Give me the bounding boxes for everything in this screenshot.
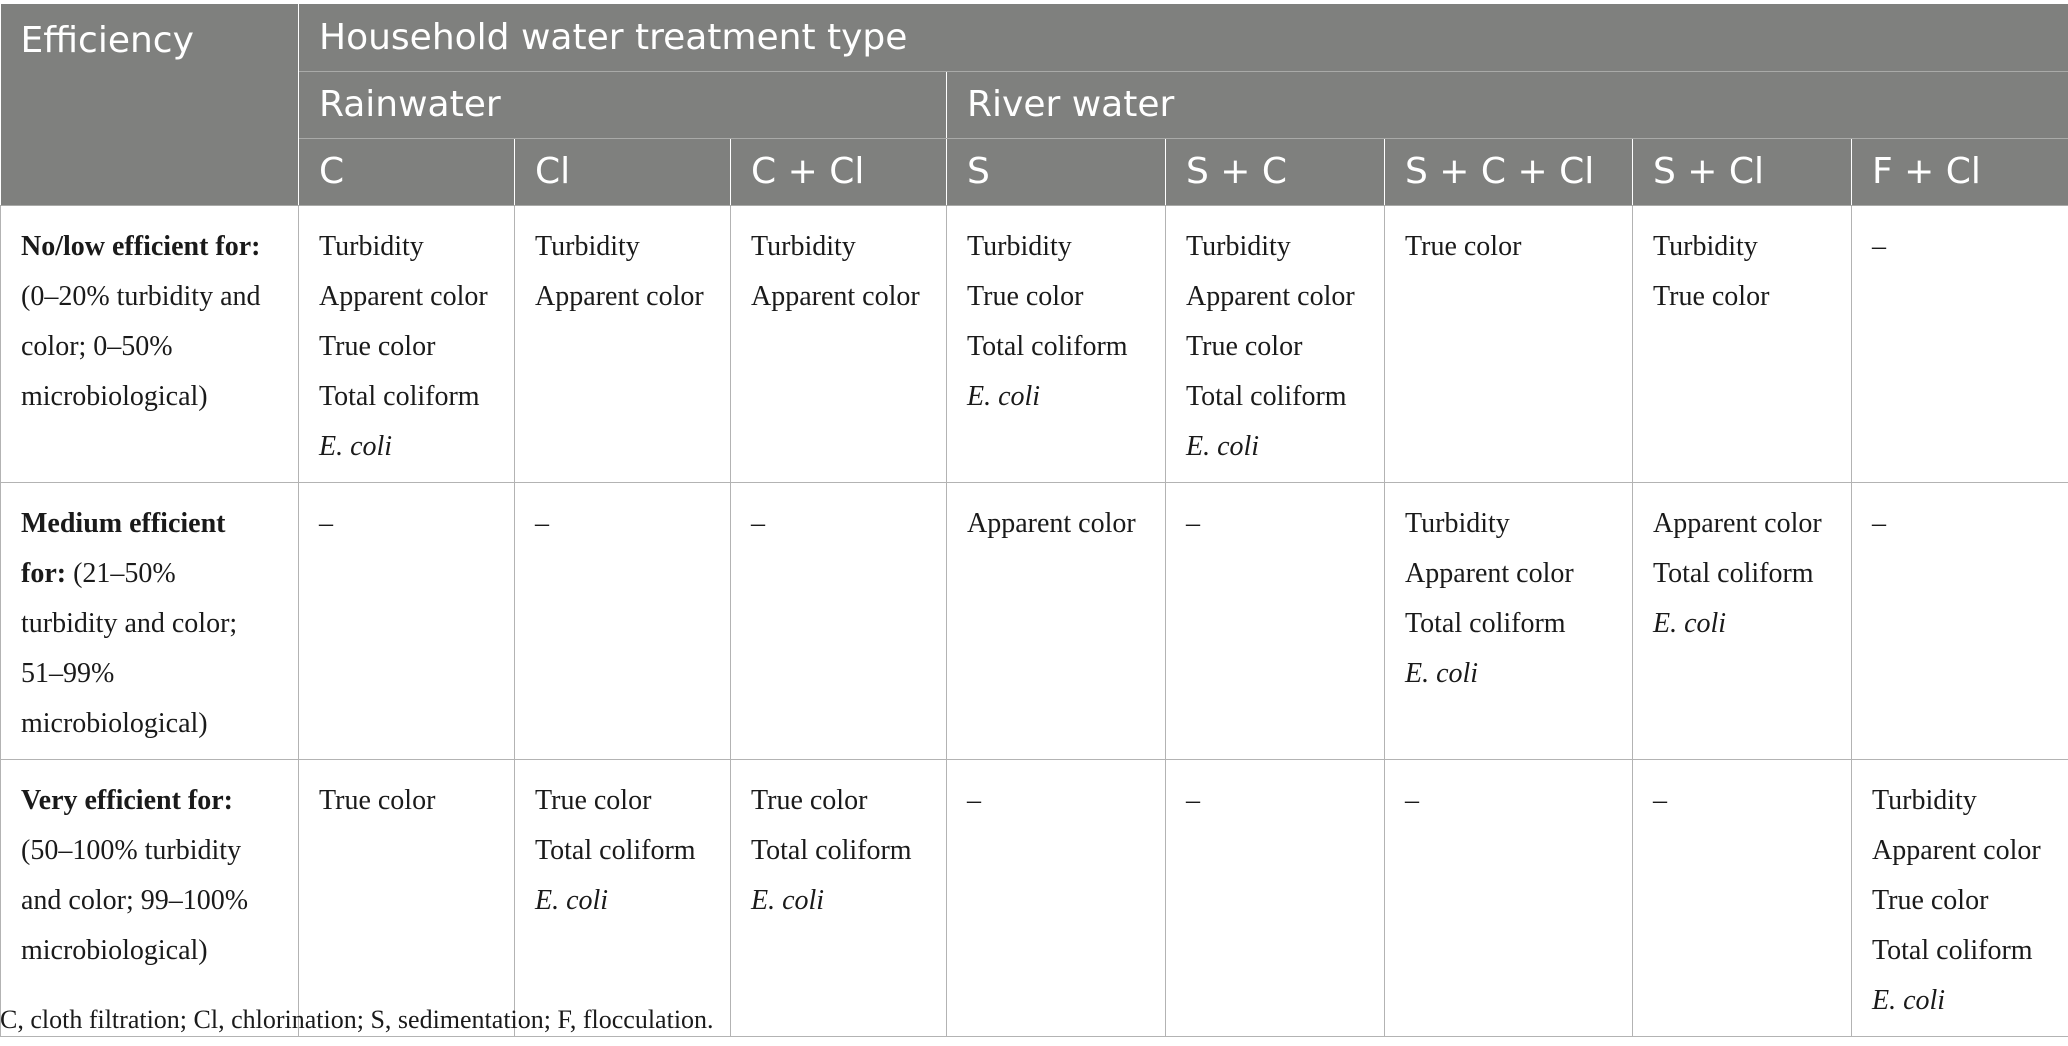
efficiency-table-container	[0, 4, 2068, 1037]
table-footnote: C, cloth filtration; Cl, chlorination; S, sedimentation; F, flocculation.	[0, 1005, 714, 1034]
table-cell	[1852, 759, 2068, 1036]
cell-item: Total coliform	[1405, 607, 1566, 639]
cell-item: True color	[1653, 280, 1770, 312]
cell-item: Total coliform	[967, 330, 1128, 362]
row-label-bold: Very efficient for:	[21, 784, 233, 816]
cell-item: –	[535, 507, 549, 539]
cell-item: True color	[319, 330, 436, 362]
table-cell	[1166, 482, 1385, 759]
header-treatment-type: Household water treatment type	[299, 4, 2068, 71]
table-cell	[515, 482, 731, 759]
row-no-low-efficient	[1, 205, 2068, 482]
table-cell	[1166, 759, 1385, 1036]
efficiency-table	[0, 4, 2068, 1037]
header-col-s-c-cl: S + C + Cl	[1385, 138, 1633, 205]
cell-item: True color	[535, 784, 652, 816]
row-label-bold: Medium efficient	[21, 507, 226, 539]
cell-item: Turbidity	[967, 230, 1072, 262]
cell-item: Total coliform	[1653, 557, 1814, 589]
cell-item: –	[319, 507, 333, 539]
table-cell	[731, 205, 947, 482]
table-cell	[299, 205, 515, 482]
cell-item: Turbidity	[319, 230, 424, 262]
cell-item: True color	[1186, 330, 1303, 362]
cell-item: Turbidity	[1405, 507, 1510, 539]
row-label: No/low efficient for: (0–20% turbidity and color; 0–50% microbiological)	[1, 205, 299, 482]
cell-item: True color	[751, 784, 868, 816]
cell-item-ecoli: E. coli	[751, 884, 825, 916]
header-col-s-cl: S + Cl	[1633, 138, 1852, 205]
cell-item-ecoli: E. coli	[1872, 984, 1946, 1016]
table-cell	[1385, 482, 1633, 759]
cell-item-ecoli: E. coli	[967, 380, 1041, 412]
header-columns-row	[1, 138, 2068, 205]
table-cell	[515, 205, 731, 482]
cell-item: Apparent color	[535, 280, 704, 312]
table-cell	[947, 482, 1166, 759]
header-group-river-water: River water	[947, 71, 2068, 138]
cell-item: –	[1186, 507, 1200, 539]
cell-item: –	[1405, 784, 1419, 816]
table-cell	[1166, 205, 1385, 482]
cell-item: –	[751, 507, 765, 539]
table-cell	[1852, 205, 2068, 482]
cell-item: Apparent color	[1186, 280, 1355, 312]
row-very-efficient	[1, 759, 2068, 1036]
cell-item: Apparent color	[751, 280, 920, 312]
cell-item: Total coliform	[319, 380, 480, 412]
table-cell	[947, 205, 1166, 482]
header-col-s-c: S + C	[1166, 138, 1385, 205]
cell-item: Total coliform	[1186, 380, 1347, 412]
cell-item-ecoli: E. coli	[1405, 657, 1479, 689]
table-header	[1, 4, 2068, 205]
cell-item: True color	[1405, 230, 1522, 262]
header-efficiency: Efficiency	[1, 4, 299, 205]
row-label: Very efficient for: (50–100% turbidity and color; 99–100% microbiological)	[1, 759, 299, 1036]
row-label: Medium efficient for: (21–50% turbidity and color; 51–99% microbiological)	[1, 482, 299, 759]
header-col-cl: Cl	[515, 138, 731, 205]
table-cell	[299, 759, 515, 1036]
cell-item: Turbidity	[1872, 784, 1977, 816]
cell-item-ecoli: E. coli	[535, 884, 609, 916]
table-cell	[1633, 482, 1852, 759]
cell-item: True color	[967, 280, 1084, 312]
cell-item: –	[1186, 784, 1200, 816]
cell-item: Turbidity	[1653, 230, 1758, 262]
cell-item: Turbidity	[751, 230, 856, 262]
cell-item: Total coliform	[535, 834, 696, 866]
cell-item: –	[1653, 784, 1667, 816]
cell-item: Turbidity	[535, 230, 640, 262]
table-cell	[515, 759, 731, 1036]
cell-item: True color	[1872, 884, 1989, 916]
cell-item: Apparent color	[1872, 834, 2041, 866]
cell-item: Apparent color	[967, 507, 1136, 539]
cell-item: True color	[319, 784, 436, 816]
row-label-criteria: (21–50%	[66, 557, 176, 589]
table-cell	[1633, 759, 1852, 1036]
header-col-c: C	[299, 138, 515, 205]
cell-item-ecoli: E. coli	[1186, 430, 1260, 462]
table-cell	[1852, 482, 2068, 759]
table-cell	[947, 759, 1166, 1036]
table-cell	[1385, 205, 1633, 482]
table-cell	[731, 759, 947, 1036]
row-medium-efficient	[1, 482, 2068, 759]
cell-item: Total coliform	[751, 834, 912, 866]
cell-item: –	[1872, 230, 1886, 262]
header-col-c-cl: C + Cl	[731, 138, 947, 205]
table-cell	[1633, 205, 1852, 482]
cell-item: Turbidity	[1186, 230, 1291, 262]
table-body	[1, 205, 2068, 1036]
row-label-bold: No/low efficient for:	[21, 230, 261, 262]
cell-item: Total coliform	[1872, 934, 2033, 966]
table-cell	[1385, 759, 1633, 1036]
cell-item-ecoli: E. coli	[1653, 607, 1727, 639]
row-label-criteria: (0–20% turbidity and	[21, 280, 261, 312]
header-col-f-cl: F + Cl	[1852, 138, 2068, 205]
cell-item: Apparent color	[1405, 557, 1574, 589]
cell-item: –	[1872, 507, 1886, 539]
row-label-criteria: (50–100% turbidity	[21, 834, 242, 866]
header-col-s: S	[947, 138, 1166, 205]
cell-item: Apparent color	[1653, 507, 1822, 539]
cell-item: –	[967, 784, 981, 816]
cell-item: Apparent color	[319, 280, 488, 312]
header-group-rainwater: Rainwater	[299, 71, 947, 138]
table-cell	[731, 482, 947, 759]
table-cell	[299, 482, 515, 759]
cell-item-ecoli: E. coli	[319, 430, 393, 462]
